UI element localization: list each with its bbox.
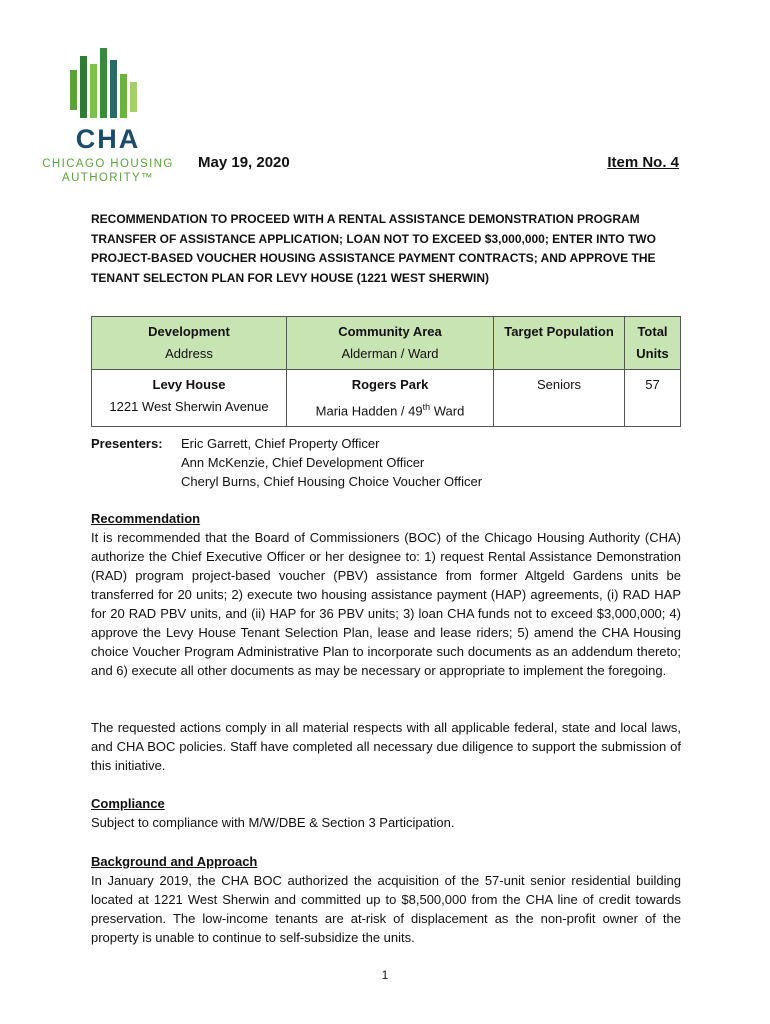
presenter-item: Eric Garrett, Chief Property Officer xyxy=(181,436,380,451)
alderman-value xyxy=(291,396,489,422)
background-paragraph: In January 2019, the CHA BOC authorized the acquisition of the 57-unit senior residential building located at 1221 West Sherwin and committed up to $8,500,000 from the CHA line of credit towards preservation. The low-income tenants are at-risk of displacement as the non-profit owner of the property is unable to continue to self-subsidize the units. xyxy=(91,873,681,945)
logo-line-1: CHICAGO HOUSING xyxy=(42,158,174,170)
logo-abbreviation: CHA xyxy=(75,124,141,154)
background-heading: Background and Approach xyxy=(91,854,258,869)
ward-label: Ward xyxy=(430,403,465,419)
ward-ordinal-suffix: th xyxy=(422,402,431,412)
compliance-text: Subject to compliance with M/W/DBE & Section 3 Participation. xyxy=(91,815,455,830)
cell-development xyxy=(92,370,287,427)
recommendation-section xyxy=(91,509,681,680)
logo-line-2: AUTHORITY™ xyxy=(62,172,154,184)
presenter-item: Ann McKenzie, Chief Development Officer xyxy=(181,455,425,470)
actions-compliance-section xyxy=(91,718,681,775)
header-development-label: Development xyxy=(148,324,230,339)
cell-target-population xyxy=(494,370,625,427)
development-name: Levy House xyxy=(152,377,226,392)
page-number: 1 xyxy=(381,968,389,982)
table-row xyxy=(92,370,681,427)
compliance-section xyxy=(91,794,681,832)
total-units-value: 57 xyxy=(645,377,660,392)
item-number: Item No. 4 xyxy=(607,154,679,171)
header-address-label: Address xyxy=(165,346,213,361)
header-total-units xyxy=(625,317,681,370)
document-title: RECOMMENDATION TO PROCEED WITH A RENTAL ASSISTANCE DEMONSTRATION PROGRAM TRANSFER OF ASSISTANCE APPLICATION; LOAN NOT TO EXCEED $3,000,000; ENTER INTO TWO PROJECT-BASED VOUCHER HOUSING ASSISTANCE PAYMENT CONTRACTS; AND APPROVE THE TENANT SELECTON PLAN FOR LEVY HOUSE (1221 WEST SHERWIN) xyxy=(91,212,656,285)
header-total-label: Total xyxy=(637,324,668,339)
skyline-logo-icon xyxy=(70,48,150,124)
presenters-label: Presenters: xyxy=(91,436,163,451)
recommendation-paragraph: It is recommended that the Board of Commissioners (BOC) of the Chicago Housing Authority (CHA) authorize the Chief Executive Officer or her designee to: 1) request Rental Assistance Demonstration (RAD) program project-based voucher (PBV) assistance from former Altgeld Gardens units be transferred for 20 units; 2) execute two housing assistance payment (HAP) agreements, (i) RAD HAP for 20 RAD PBV units, and (ii) HAP for 36 PBV units; 3) loan CHA funds not to exceed $3,000,000; 4) approve the Levy House Tenant Selection Plan, lease and lease riders; 5) amend the CHA Housing choice Voucher Program Administrative Plan to incorporate such documents as an addendum thereto; and 6) execute all other documents as may be necessary or appropriate to implement the foregoing. xyxy=(91,530,681,678)
header-community-area xyxy=(287,317,494,370)
meeting-date: May 19, 2020 xyxy=(198,154,290,171)
header-target-population xyxy=(494,317,625,370)
cell-total-units xyxy=(625,370,681,427)
header-development xyxy=(92,317,287,370)
cha-logo xyxy=(38,48,178,188)
header-target-label: Target Population xyxy=(504,324,614,339)
header-units-label: Units xyxy=(636,346,669,361)
development-address: 1221 West Sherwin Avenue xyxy=(109,399,269,414)
compliance-heading: Compliance xyxy=(91,796,165,811)
actions-paragraph: The requested actions comply in all material respects with all applicable federal, state and local laws, and CHA BOC policies. Staff have completed all necessary due diligence to support the submission of this initiative. xyxy=(91,720,681,773)
recommendation-heading: Recommendation xyxy=(91,511,201,526)
development-table xyxy=(91,316,681,427)
community-area-value: Rogers Park xyxy=(351,377,429,392)
alderman-name: Maria Hadden / 49 xyxy=(315,403,423,419)
header-community-label: Community Area xyxy=(338,324,442,339)
cell-community xyxy=(287,370,494,427)
presenters-list xyxy=(181,434,601,491)
target-population-value: Seniors xyxy=(536,377,582,392)
header-alderman-label: Alderman / Ward xyxy=(341,346,439,361)
table-header-row xyxy=(92,317,681,370)
presenter-item: Cheryl Burns, Chief Housing Choice Voucher Officer xyxy=(181,474,483,489)
background-section xyxy=(91,852,681,947)
